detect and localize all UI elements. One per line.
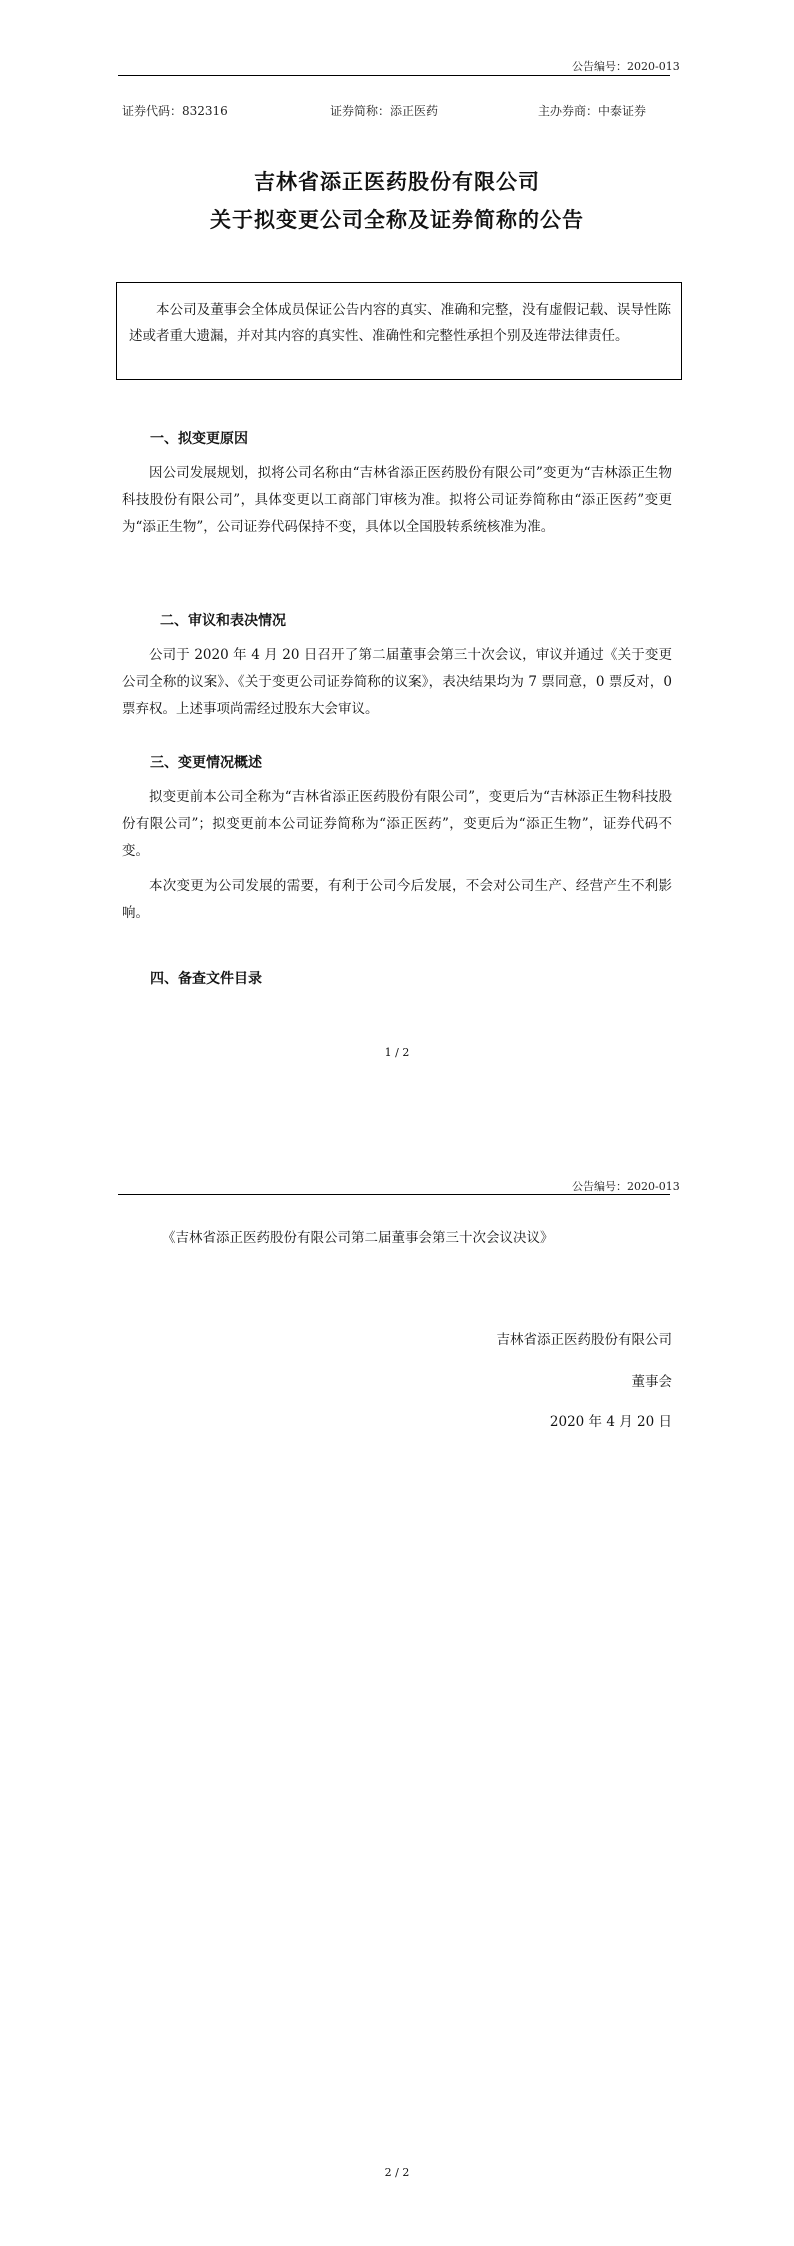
- responsibility-notice-box: [116, 282, 682, 380]
- responsibility-notice-text: 本公司及董事会全体成员保证公告内容的真实、准确和完整，没有虚假记载、误导性陈述或者重大遗漏，并对其内容的真实性、准确性和完整性承担个别及连带法律责任。: [129, 302, 671, 344]
- stock-abbreviation: 证券简称：添正医药: [330, 104, 439, 118]
- section-heading-overview: 三、变更情况概述: [150, 755, 262, 771]
- page-number-2: 2 / 2: [384, 2166, 410, 2179]
- section-review-text: 公司于 2020 年 4 月 20 日召开了第二届董事会第三十次会议，审议并通过《关于变更公司全称的议案》、《关于变更公司证券简称的议案》，表决结果均为 7 票同意，0 票反对，0 票弃权。上述事项尚需经过股东大会审议。: [122, 647, 672, 717]
- signature-company: 吉林省添正医药股份有限公司: [496, 1332, 672, 1348]
- signature-date: 2020 年 4 月 20 日: [549, 1414, 672, 1430]
- document-title-line1: 吉林省添正医药股份有限公司: [254, 170, 540, 194]
- stock-code: 证券代码：832316: [122, 104, 228, 118]
- announcement-number-page2: 公告编号：2020-013: [572, 1180, 680, 1193]
- sponsor-broker: 主办券商：中泰证券: [538, 104, 647, 118]
- signature-board: 董事会: [631, 1374, 672, 1390]
- header-rule-page2: [118, 1194, 670, 1195]
- section-heading-reason: 一、拟变更原因: [150, 431, 248, 447]
- page-number-1: 1 / 2: [384, 1046, 410, 1059]
- header-rule: [118, 75, 670, 76]
- section-heading-review: 二、审议和表决情况: [160, 613, 286, 629]
- section-overview-text: 拟变更前本公司全称为“吉林省添正医药股份有限公司”，变更后为“吉林添正生物科技股份有限公司”；拟变更前本公司证券简称为“添正医药”，变更后为“添正生物”，证券代码不变。: [122, 789, 672, 859]
- reference-document: 《吉林省添正医药股份有限公司第二届董事会第三十次会议决议》: [162, 1230, 554, 1246]
- document-title-line2: 关于拟变更公司全称及证券简称的公告: [210, 208, 584, 232]
- section-heading-documents: 四、备查文件目录: [150, 971, 262, 987]
- section-reason-text: 因公司发展规划，拟将公司名称由“吉林省添正医药股份有限公司”变更为“吉林添正生物科技股份有限公司”，具体变更以工商部门审核为准。拟将公司证券简称由“添正医药”变更为“添正生物”，公司证券代码保持不变，具体以全国股转系统核准为准。: [122, 465, 672, 535]
- section-overview-impact-text: 本次变更为公司发展的需要，有利于公司今后发展，不会对公司生产、经营产生不利影响。: [122, 878, 672, 921]
- announcement-number: 公告编号：2020-013: [572, 60, 680, 73]
